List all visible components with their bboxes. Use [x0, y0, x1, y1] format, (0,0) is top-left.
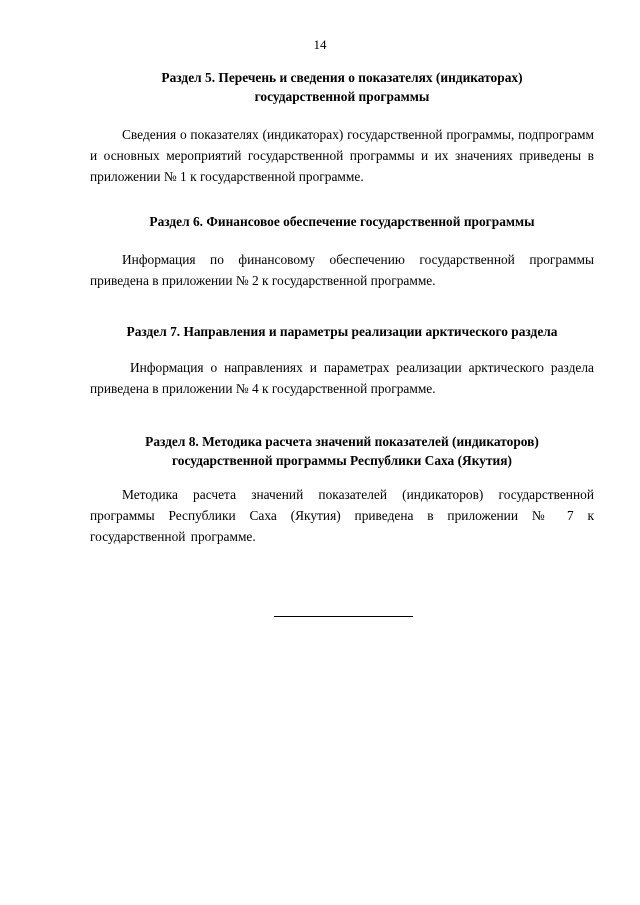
end-of-document-rule	[274, 616, 413, 617]
section-8-paragraph: Методика расчета значений показателей (индикаторов) государственной программы Республики Саха (Якутия) приведена в приложении № 7 к государственной программе.	[90, 487, 594, 544]
section-7-title: Раздел 7. Направления и параметры реализации арктического раздела	[126, 324, 558, 339]
section-5-title-line2: государственной программы	[254, 89, 430, 104]
section-8	[90, 432, 594, 547]
section-5-paragraph: Сведения о показателях (индикаторах) государственной программы, подпрограмм и основных мероприятий государственной программы и их значениях приведены в приложении № 1 к государственной программе.	[90, 127, 594, 184]
section-6-title: Раздел 6. Финансовое обеспечение государственной программы	[149, 214, 535, 229]
section-7	[90, 322, 594, 399]
section-5	[90, 68, 594, 187]
section-5-title-line1: Раздел 5. Перечень и сведения о показателях (индикаторах)	[161, 70, 523, 85]
section-7-paragraph: Информация о направлениях и параметрах реализации арктического раздела приведена в приложении № 4 к государственной программе.	[90, 360, 594, 396]
section-6	[90, 212, 594, 291]
section-8-title-line2: государственной программы Республики Саха (Якутия)	[172, 453, 512, 468]
section-5-title	[90, 68, 594, 106]
section-8-title	[90, 432, 594, 470]
section-6-paragraph: Информация по финансовому обеспечению государственной программы приведена в приложении № 2 к государственной программе.	[90, 252, 594, 288]
section-8-title-line1: Раздел 8. Методика расчета значений показателей (индикаторов)	[145, 434, 539, 449]
page-number: 14	[313, 37, 327, 52]
